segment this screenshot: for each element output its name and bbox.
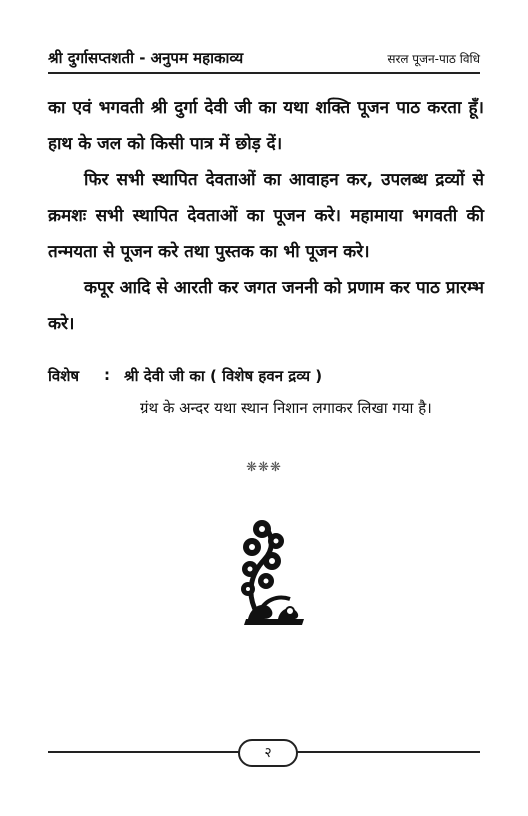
section-separator: ❋❋❋ [246,460,282,475]
paragraph-3: कपूर आदि से आरती कर जगत जननी को प्रणाम कर पाठ प्रारम्भ करे। [48,278,484,334]
note-text: ग्रंथ के अन्दर यथा स्थान निशान लगाकर लिखा गया है। [140,399,432,417]
body-text [48,90,484,342]
page-header [48,44,480,74]
note-label: विशेष [48,367,80,385]
header-divider [48,72,480,74]
note-title: श्री देवी जी का ( विशेष हवन द्रव्य ) [124,367,323,385]
book-title: श्री दुर्गासप्तशती - अनुपम महाकाव्य [48,49,244,67]
page-number: २ [238,739,298,767]
paragraph-2: फिर सभी स्थापित देवताओं का आवाहन कर, उपलब्ध द्रव्यों से क्रमशः सभी स्थापित देवताओं का पूजन करे। महामाया भगवती की तन्मयता से पूजन करे तथा पुस्तक का भी पूजन करे। [48,170,484,262]
note-colon: : [104,366,110,384]
flower-branch-ornament-icon [228,515,308,625]
paragraph-1: का एवं भगवती श्री दुर्गा देवी जी का यथा शक्ति पूजन पाठ करता हूँ। हाथ के जल को किसी पात्र में छोड़ दें। [48,98,484,154]
chapter-title: सरल पूजन-पाठ विधि [387,52,480,66]
